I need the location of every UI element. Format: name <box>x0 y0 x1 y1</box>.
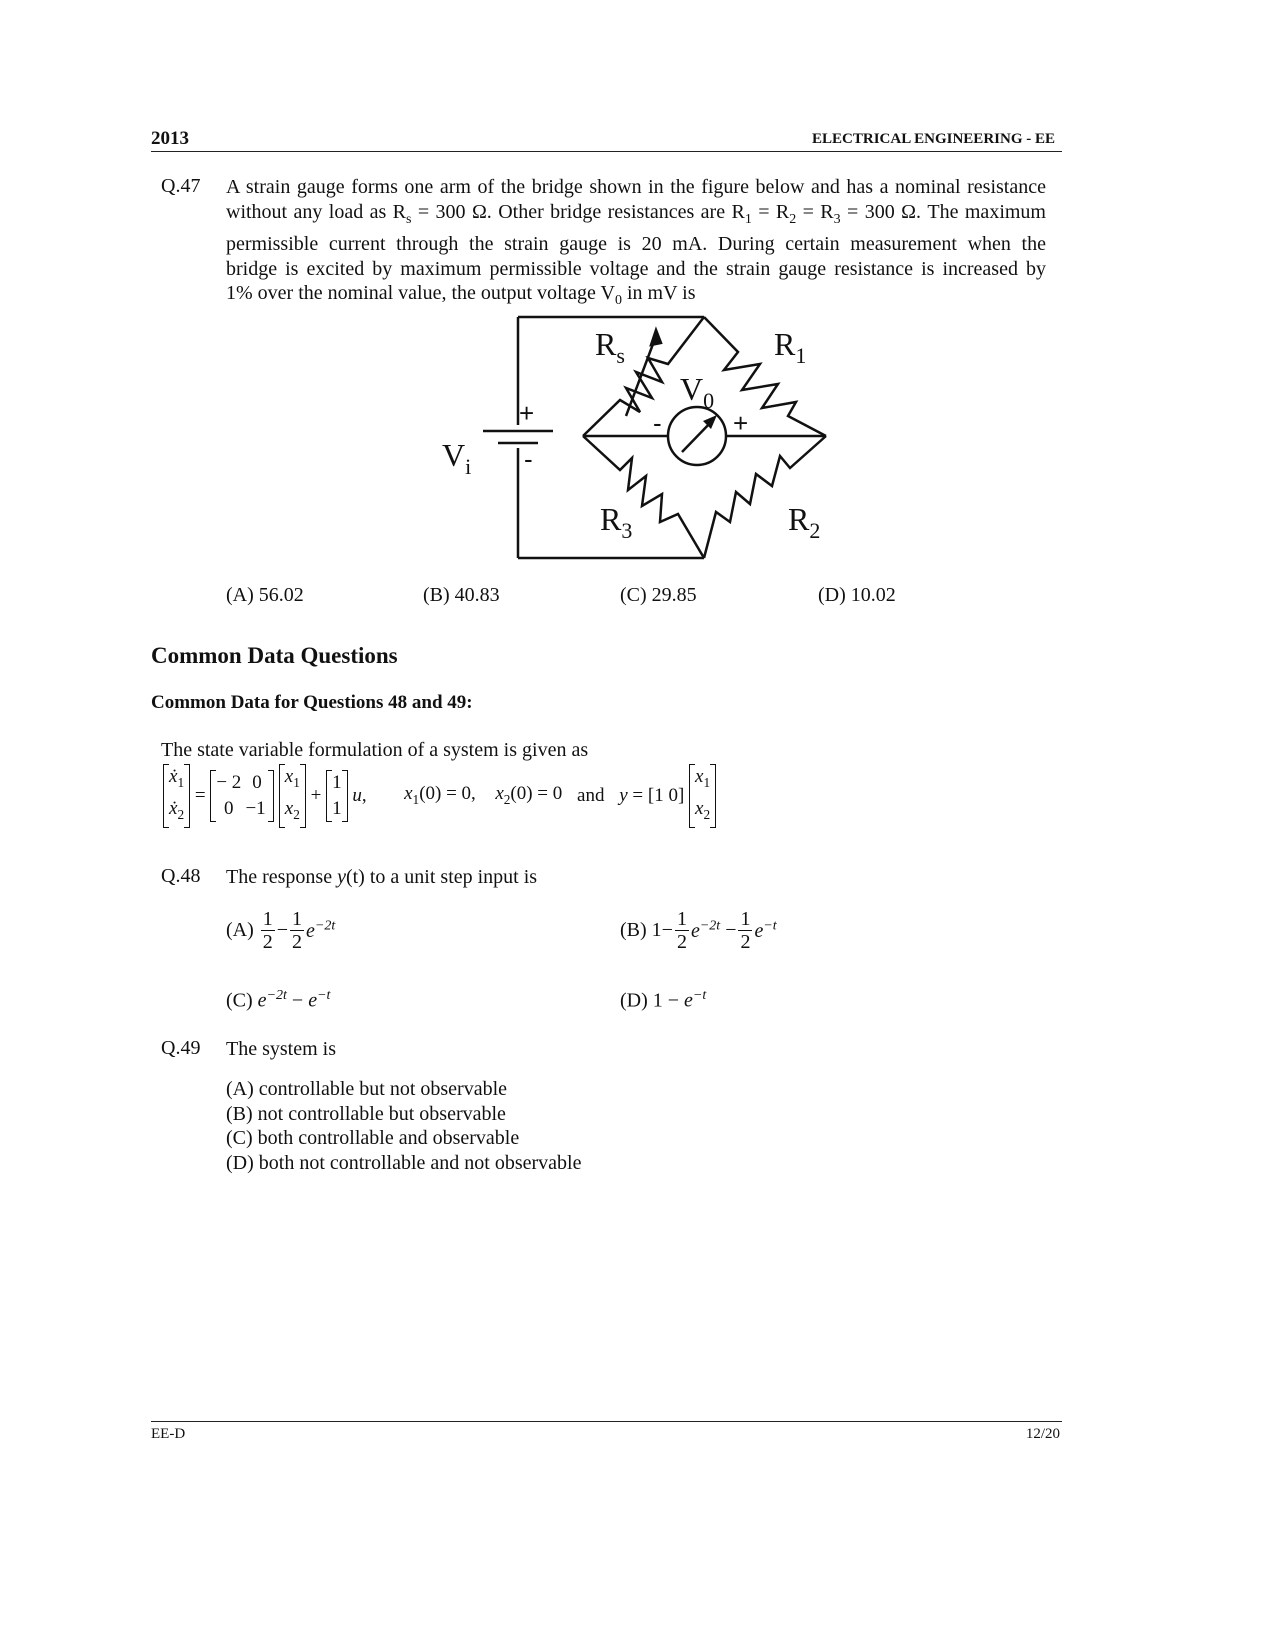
label-v0: $V_0$ <box>680 371 715 413</box>
q47-option-c[interactable]: (C) 29.85 <box>620 584 697 606</box>
q48-option-a[interactable]: (A) $\frac{1}{2}$ − $\frac{1}{2}$ $e^{-2t}$ <box>226 908 336 953</box>
label-vi: $V_i$ <box>442 437 472 479</box>
q49-option-c[interactable]: (C) both controllable and observable <box>226 1127 520 1149</box>
q48-option-c[interactable]: (C) $e^{-2t} - e^{-t}$ <box>226 988 331 1012</box>
voltmeter-minus: - <box>653 408 662 438</box>
battery-plus: + <box>519 398 535 428</box>
resistor-r1 <box>704 317 826 436</box>
common-section-title: Common Data Questions <box>151 643 398 668</box>
label-r2: $R_2$ <box>788 501 821 543</box>
q49-option-b[interactable]: (B) not controllable but observable <box>226 1102 506 1125</box>
header-subject: ELECTRICAL ENGINEERING - EE <box>812 131 1055 147</box>
label-r3: $R_3$ <box>600 501 633 543</box>
q48-option-b[interactable]: (B) 1− $\frac{1}{2}$ $e^{-2t}$ − $\frac{1}{2}$ $e^{-t}$ <box>620 908 777 953</box>
resistor-r2 <box>704 436 826 558</box>
bridge-circuit-figure <box>420 300 860 570</box>
label-rs: $R_s$ <box>595 326 625 368</box>
q47-option-b[interactable]: (B) 40.83 <box>423 584 500 606</box>
q49-options <box>226 1077 581 1175</box>
b-vector: 1 1 <box>326 770 348 822</box>
q47-number: Q.47 <box>161 175 201 197</box>
footer-page: 12/20 <box>1025 1426 1060 1442</box>
q48-text: The response y(t) to a unit step input is <box>226 866 538 888</box>
footer-rule <box>151 1421 1062 1422</box>
common-subtitle: Common Data for Questions 48 and 49: <box>151 692 473 713</box>
q49-option-a[interactable]: (A) controllable but not observable <box>226 1078 508 1100</box>
rs-variable-arrow <box>626 336 656 416</box>
q49-text: The system is <box>226 1038 336 1060</box>
a-matrix: − 2 0 0 −1 <box>210 770 274 822</box>
q47-text: A strain gauge forms one arm of the bridge shown in the figure below and has a nominal resistance without any load as $R_s = 300$ Ω. Other bridge resistances are $R_1 = R_2 = R_3 = 300$ Ω. The maximum permissible current through the strain gauge is 20 mA. During certain measurement when the bridge is excited by maximum permissible voltage and the strain gauge resistance is increased by 1% over the nominal value, the output voltage $V_0$ in mV is <box>226 176 1046 308</box>
x-vector: $x_1$ $x_2$ <box>279 764 306 828</box>
q47-option-d[interactable]: (D) 10.02 <box>818 584 896 606</box>
header-year: 2013 <box>151 128 189 149</box>
q49-option-d[interactable]: (D) both not controllable and not observable <box>226 1151 582 1174</box>
state-equation: ẋ$_1$ ẋ$_2$ = − 2 0 0 −1 $x_1$ $x_2$ + 1 1 u, $x_1(0) = 0$, $x_2(0) = 0$ and y = [1 0] $x_1$ $x_2$ <box>163 764 716 828</box>
footer-code: EE-D <box>151 1426 186 1442</box>
rs-arrow-head <box>651 330 661 345</box>
label-r1: $R_1$ <box>774 326 807 368</box>
q48-number: Q.48 <box>161 865 201 887</box>
q48-option-d[interactable]: (D) $1 - e^{-t}$ <box>620 988 707 1012</box>
header-rule <box>151 151 1062 152</box>
resistor-r3 <box>583 436 704 558</box>
battery-minus: - <box>524 444 533 474</box>
common-intro: The state variable formulation of a system is given as <box>161 739 589 761</box>
output-x-vector: $x_1$ $x_2$ <box>689 764 716 828</box>
xdot-vector: ẋ$_1$ ẋ$_2$ <box>163 764 190 828</box>
q47-option-a[interactable]: (A) 56.02 <box>226 584 304 606</box>
q49-number: Q.49 <box>161 1037 201 1059</box>
voltmeter-plus: + <box>733 408 749 438</box>
